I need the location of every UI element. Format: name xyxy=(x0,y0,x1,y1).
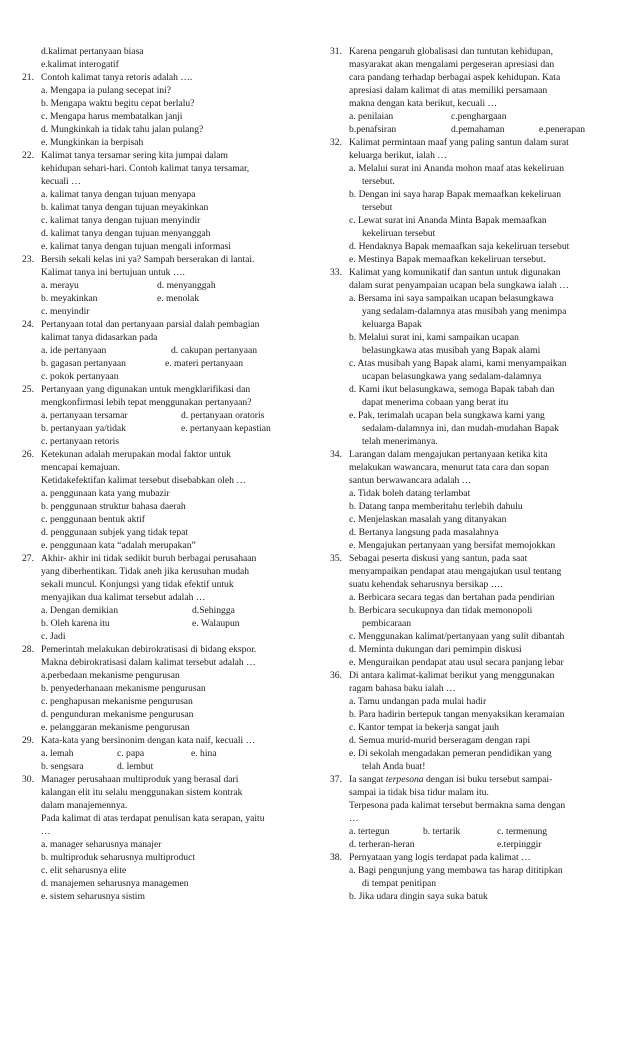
question-text: kehidupan sehari-hari. Contoh kalimat tanya tersamar, xyxy=(41,163,250,174)
option-continued: telah Anda buat! xyxy=(362,761,426,772)
question-23 xyxy=(22,253,308,318)
question-text: Pada kalimat di atas terdapat penulisan kata serapan, yaitu xyxy=(41,813,265,824)
option: b. kalimat tanya dengan tujuan meyakinkan xyxy=(41,202,209,213)
question-34 xyxy=(330,448,620,552)
option: b. penyederhanaan mekanisme pengurusan xyxy=(41,683,206,694)
option: b.penafsiran xyxy=(349,124,397,135)
option: d.pemahaman xyxy=(451,124,505,135)
question-26 xyxy=(22,448,308,552)
question-35 xyxy=(330,552,620,669)
question-text: apresiasi dalam kalimat di atas memiliki persamaan xyxy=(349,85,548,96)
option-continued: tersebut xyxy=(362,202,393,213)
option: c. Menjelaskan masalah yang ditanyakan xyxy=(349,514,507,525)
option: b. penggunaan struktur bahasa daerah xyxy=(41,501,186,512)
option: d. manajemen seharusnya managemen xyxy=(41,878,189,889)
option: a. penilaian xyxy=(349,111,394,122)
question-text: Ketekunan adalah merupakan modal faktor untuk xyxy=(41,449,231,460)
option: b. tertarik xyxy=(423,826,461,837)
question-text: dalam manajemennya. xyxy=(41,800,128,811)
question-number: 37. xyxy=(330,774,342,785)
question-text: masyarakat akan mengalami pergeseran apresiasi dan xyxy=(349,59,555,70)
option: b. Berbicara secukupnya dan tidak memonopoli xyxy=(349,605,533,616)
option: b. Melalui surat ini, kami sampaikan ucapan xyxy=(349,332,519,343)
question-text: Pemerintah melakukan debirokratisasi di bidang ekspor. xyxy=(41,644,257,655)
question-number: 29. xyxy=(22,735,34,746)
option: a. Mengapa ia pulang secepat ini? xyxy=(41,85,171,96)
option: b. meyakinkan xyxy=(41,293,98,304)
option-continued: belasungkawa atas musibah yang Bapak alami xyxy=(362,345,541,356)
question-text: ragam bahasa baku ialah … xyxy=(349,683,456,694)
option: b. sengsara xyxy=(41,761,84,772)
option: b. Datang tanpa memberitahu terlebih dahulu xyxy=(349,501,523,512)
option: e.penerapan xyxy=(539,124,586,135)
option: b. Para hadirin bertepuk tangan menyaksikan keramaian xyxy=(349,709,565,720)
option: b. Dengan ini saya harap Bapak memaafkan kekeliruan xyxy=(349,189,562,200)
option: d. Meminta dukungan dari pemimpin diskusi xyxy=(349,644,522,655)
option-continued: pembicaraan xyxy=(362,618,412,629)
option: c. elit seharusnya elite xyxy=(41,865,127,876)
option: d. terheran-heran xyxy=(349,839,415,850)
question-text: dengan isi buku tersebut sampai- xyxy=(423,774,553,785)
question-number: 21. xyxy=(22,72,34,83)
question-37 xyxy=(330,773,620,851)
option: b. Oleh karena itu xyxy=(41,618,110,629)
option: d. lembut xyxy=(117,761,154,772)
question-21 xyxy=(22,71,308,149)
question-text: dalam surat penyampaian ucapan bela sungkawa ialah … xyxy=(349,280,569,291)
option: e. pelanggaran mekanisme pengurusan xyxy=(41,722,190,733)
option: a. Tamu undangan pada mulai hadir xyxy=(349,696,487,707)
option: e. hina xyxy=(191,748,217,759)
option: c. papa xyxy=(117,748,145,759)
question-text: Contoh kalimat tanya retoris adalah …. xyxy=(41,72,193,83)
question-number: 27. xyxy=(22,553,34,564)
option: e.kalimat interogatif xyxy=(41,59,119,70)
question-number: 28. xyxy=(22,644,34,655)
question-text: Pertanyaan yang digunakan untuk mengklarifikasi dan xyxy=(41,384,251,395)
option: c. pertanyaan retoris xyxy=(41,436,120,447)
question-text: santun berwawancara adalah … xyxy=(349,475,472,486)
question-text: keluarga berikut, ialah … xyxy=(349,150,447,161)
option: e. Walaupun xyxy=(192,618,240,629)
question-text: cara pandang terhadap berbagai aspek kehidupan. Kata xyxy=(349,72,561,83)
question-text: … xyxy=(349,813,359,824)
question-number: 25. xyxy=(22,384,34,395)
question-text: Pertanyaan total dan pertanyaan parsial dalah pembagian xyxy=(41,319,260,330)
option: c. kalimat tanya dengan tujuan menyindir xyxy=(41,215,201,226)
question-text: Kalimat yang komunikatif dan santun untuk digunakan xyxy=(349,267,561,278)
question-25 xyxy=(22,383,308,448)
question-text: Pernyataan yang logis terdapat pada kalimat … xyxy=(349,852,531,863)
question-text: kecuali … xyxy=(41,176,81,187)
option: c. penggunaan bentuk aktif xyxy=(41,514,145,525)
question-text: Kalimat tanya tersamar sering kita jumpai dalam xyxy=(41,150,229,161)
option: e. Mungkinkan ia berpisah xyxy=(41,137,144,148)
option: a. ide pertanyaan xyxy=(41,345,107,356)
question-32 xyxy=(330,136,620,266)
question-number: 26. xyxy=(22,449,34,460)
option: e. sistem seharusnya sistim xyxy=(41,891,145,902)
question-number: 32. xyxy=(330,137,342,148)
option: a. pertanyaan tersamar xyxy=(41,410,128,421)
option: d. cakupan pertanyaan xyxy=(171,345,258,356)
option: c. Jadi xyxy=(41,631,66,642)
option: e. menolak xyxy=(157,293,200,304)
option: e. Menguraikan pendapat atau usul secara panjang lebar xyxy=(349,657,564,668)
option: a. Dengan demikian xyxy=(41,605,118,616)
option: d.Sehingga xyxy=(192,605,235,616)
question-text: Kalimat tanya ini bertujuan untuk …. xyxy=(41,267,185,278)
question-text: menyampaikan pendapat atau mengajukan usul tentang xyxy=(349,566,562,577)
question-29 xyxy=(22,734,308,773)
question-text: kalimat tanya didasarkan pada xyxy=(41,332,158,343)
question-24 xyxy=(22,318,308,383)
question-number: 22. xyxy=(22,150,34,161)
option: a. lemah xyxy=(41,748,74,759)
option: a. Melalui surat ini Ananda mohon maaf atas kekeliruan xyxy=(349,163,564,174)
question-30 xyxy=(22,773,308,903)
option-continued: yang sedalam-dalamnya atas musibah yang menimpa xyxy=(362,306,567,317)
question-text: Ia sangat xyxy=(349,774,386,785)
question-31 xyxy=(330,45,620,136)
option: a. Bagi pengunjung yang membawa tas harap dititipkan xyxy=(349,865,563,876)
option: d. Semua murid-murid berseragam dengan rapi xyxy=(349,735,531,746)
question-text: sampai ia tidak bisa tidur malam itu. xyxy=(349,787,489,798)
option: a. kalimat tanya dengan tujuan menyapa xyxy=(41,189,196,200)
question-text: Karena pengaruh globalisasi dan tuntutan kehidupan, xyxy=(349,46,554,57)
option: c. termenung xyxy=(497,826,548,837)
option: e.terpinggir xyxy=(497,839,542,850)
question-text: Makna debirokratisasi dalam kalimat tersebut adalah … xyxy=(41,657,256,668)
question-33 xyxy=(330,266,620,448)
option: d. Mungkinkah ia tidak tahu jalan pulang? xyxy=(41,124,204,135)
option: c. penghapusan mekanisme pengurusan xyxy=(41,696,193,707)
option: b. gagasan pertanyaan xyxy=(41,358,126,369)
option-continued: keluarga Bapak xyxy=(362,319,422,330)
option: a. penggunaan kata yang mubazir xyxy=(41,488,170,499)
question-text: Di antara kalimat-kalimat berikut yang menggunakan xyxy=(349,670,555,681)
question-text: suatu kehendak seharusnya bersikap …. xyxy=(349,579,503,590)
option: d. penggunaan subjek yang tidak tepat xyxy=(41,527,189,538)
option: e. Mengajukan pertanyaan yang bersifat memojokkan xyxy=(349,540,556,551)
option: e. pertanyaan kepastian xyxy=(181,423,271,434)
option: c. Atas musibah yang Bapak alami, kami menyampaikan xyxy=(349,358,567,369)
question-text: kalangan elit itu selalu menggunakan sistem kontrak xyxy=(41,787,243,798)
question-text: Bersih sekali kelas ini ya? Sampah berserakan di lantai. xyxy=(41,254,255,265)
question-text: Akhir- akhir ini tidak sedikit buruh berbagai perusahaan xyxy=(41,553,257,564)
question-number: 33. xyxy=(330,267,342,278)
question-number: 31. xyxy=(330,46,342,57)
option: d. Kami ikut belasungkawa, semoga Bapak tabah dan xyxy=(349,384,555,395)
question-number: 34. xyxy=(330,449,342,460)
question-text: menyajikan dua kalimat tersebut adalah … xyxy=(41,592,206,603)
question-number: 35. xyxy=(330,553,342,564)
option: c. Mengapa harus membatalkan janji xyxy=(41,111,183,122)
option: e. materi pertanyaan xyxy=(165,358,244,369)
question-text: Terpesona pada kalimat tersebut bermakna sama dengan xyxy=(349,800,566,811)
question-28 xyxy=(22,643,308,734)
option-continued: ucapan belasungkawa yang sedalam-dalamnya xyxy=(362,371,542,382)
option: d. pertanyaan oratoris xyxy=(181,410,265,421)
option: c. pokok pertanyaan xyxy=(41,371,119,382)
question-number: 36. xyxy=(330,670,342,681)
option: b. Mengapa waktu begitu cepat berlalu? xyxy=(41,98,195,109)
question-text: sekali muncul. Konjungsi yang tidak efektif untuk xyxy=(41,579,234,590)
option-continued: kekeliruan tersebut xyxy=(362,228,436,239)
question-text: yang diberhentikan. Tidak aneh jika kerusuhan mudah xyxy=(41,566,250,577)
left-column xyxy=(22,45,308,903)
option: b. multiproduk seharusnya multiproduct xyxy=(41,852,196,863)
question-number: 38. xyxy=(330,852,342,863)
option: b. pertanyaan ya/tidak xyxy=(41,423,126,434)
option: a.perbedaan mekanisme pengurusan xyxy=(41,670,180,681)
option-continued: di tempat penitipan xyxy=(362,878,437,889)
option: a. merayu xyxy=(41,280,79,291)
question-text-italic: terpesona xyxy=(385,774,424,785)
option-continued: telah menerimanya. xyxy=(362,436,438,447)
question-text: makna dengan kata berikut, kecuali … xyxy=(349,98,498,109)
question-number: 24. xyxy=(22,319,34,330)
option: d. Bertanya langsung pada masalahnya xyxy=(349,527,499,538)
question-text: Manager perusahaan multiproduk yang berasal dari xyxy=(41,774,239,785)
option: e. Mestinya Bapak memaafkan kekeliruan tersebut. xyxy=(349,254,546,265)
question-text: Larangan dalam mengajukan pertanyaan ketika kita xyxy=(349,449,548,460)
question-27 xyxy=(22,552,308,643)
option: e. penggunaan kata “adalah merupakan” xyxy=(41,540,196,551)
question-number: 30. xyxy=(22,774,34,785)
option: a. Berbicara secara tegas dan bertahan pada pendirian xyxy=(349,592,555,603)
question-38 xyxy=(330,851,620,903)
option: c. Lewat surat ini Ananda Minta Bapak memaafkan xyxy=(349,215,547,226)
question-22 xyxy=(22,149,308,253)
option: e. Pak, terimalah ucapan bela sungkawa kami yang xyxy=(349,410,545,421)
question-text: … xyxy=(41,826,51,837)
option: c. Menggunakan kalimat/pertanyaan yang sulit dibantah xyxy=(349,631,565,642)
option: d. kalimat tanya dengan tujuan menyanggah xyxy=(41,228,211,239)
option-continued: sedalam-dalamnya ini, dan mudah-mudahan Bapak xyxy=(362,423,559,434)
question-text: mengkonfirmasi lebih tepat menggunakan pertanyaan? xyxy=(41,397,252,408)
question-text: melakukan wawancara, menurut tata cara dan sopan xyxy=(349,462,550,473)
question-36 xyxy=(330,669,620,773)
option: c. Kantor tempat ia bekerja sangat jauh xyxy=(349,722,499,733)
option: a. Bersama ini saya sampaikan ucapan belasungkawa xyxy=(349,293,554,304)
question-text: Sebagai peserta diskusi yang santun, pada saat xyxy=(349,553,528,564)
option: d. menyanggah xyxy=(157,280,216,291)
option: c.penghargaan xyxy=(451,111,507,122)
option-continued: dapat menerima cobaan yang berat itu xyxy=(362,397,509,408)
option: e. Di sekolah mengadakan pemeran pendidikan yang xyxy=(349,748,552,759)
question-text: mencapai kemajuan. xyxy=(41,462,120,473)
option: a. tertegun xyxy=(349,826,390,837)
option: d. Hendaknya Bapak memaafkan saja kekeliruan tersebut xyxy=(349,241,570,252)
option: a. manager seharusnya manajer xyxy=(41,839,162,850)
option: c. menyindir xyxy=(41,306,90,317)
right-column xyxy=(330,45,620,903)
option-continued: tersebut. xyxy=(362,176,395,187)
question-text: Ketidakefektifan kalimat tersebut disebabkan oleh … xyxy=(41,475,246,486)
question-text: Kata-kata yang bersinonim dengan kata naif, kecuali … xyxy=(41,735,256,746)
option: a. Tidak boleh datang terlambat xyxy=(349,488,471,499)
question-text: Kalimat permintaan maaf yang paling santun dalam surat xyxy=(349,137,569,148)
question-number: 23. xyxy=(22,254,34,265)
option: d.kalimat pertanyaan biasa xyxy=(41,46,144,57)
option: e. kalimat tanya dengan tujuan mengali informasi xyxy=(41,241,231,252)
option: b. Jika udara dingin saya suka batuk xyxy=(349,891,488,902)
option: d. pengunduran mekanisme pengurusan xyxy=(41,709,194,720)
